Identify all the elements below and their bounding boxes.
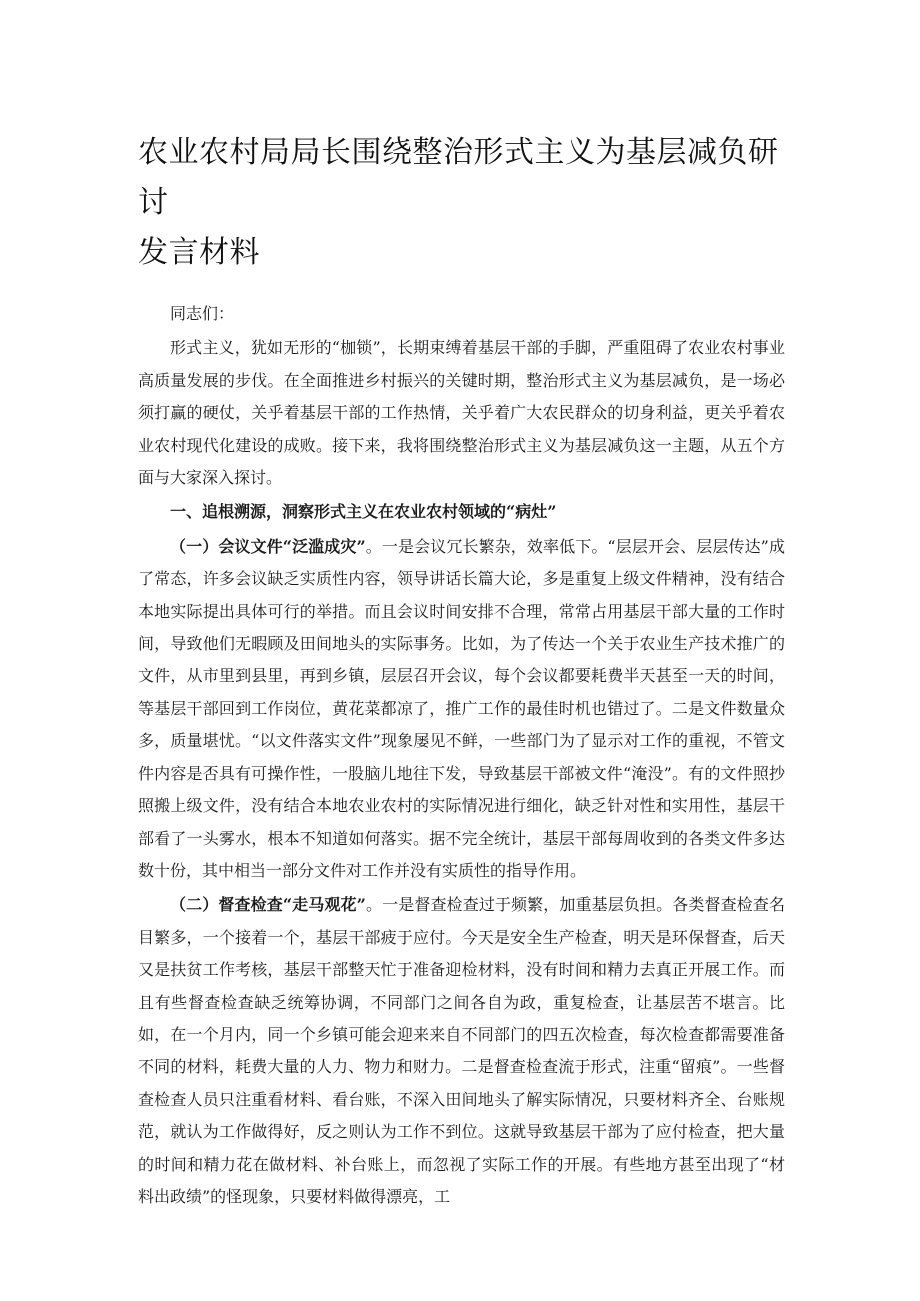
subsection-2-heading: （二）督查检查“走马观花” <box>170 895 366 915</box>
subsection-2-paragraph <box>138 889 785 1213</box>
subsection-1-heading: （一）会议文件“泛滥成灾” <box>170 536 366 556</box>
subsection-1-paragraph <box>138 531 785 887</box>
document-title <box>138 128 785 278</box>
subsection-2-body: 。一是督查检查过于频繁，加重基层负担。各类督查检查名目繁多，一个接着一个，基层干部疲于应付。今天是安全生产检查，明天是环保督查，后天又是扶贫工作考核，基层干部整天忙于准备迎检材料，没有时间和精力去真正开展工作。而且有些督查检查缺乏统筹协调，不同部门之间各自为政，重复检查，让基层苦不堪言。比如，在一个月内，同一个乡镇可能会迎来来自不同部门的四五次检查，每次检查都需要准备不同的材料，耗费大量的人力、物力和财力。二是督查检查流于形式，注重“留痕”。一些督查检查人员只注重看材料、看台账，不深入田间地头了解实际情况，只要材料齐全、台账规范，就认为工作做得好，反之则认为工作不到位。这就导致基层干部为了应付检查，把大量的时间和精力花在做材料、补台账上，而忽视了实际工作的开展。有些地方甚至出现了“材料出政绩”的怪现象，只要材料做得漂亮，工 <box>138 895 785 1206</box>
section-heading-1: 一、追根溯源，洞察形式主义在农业农村领域的“病灶” <box>170 502 557 522</box>
document-body <box>138 298 785 1213</box>
greeting: 同志们： <box>170 304 235 323</box>
title-line-2: 发言材料 <box>138 235 260 270</box>
subsection-1-body: 。一是会议冗长繁杂，效率低下。“层层开会、层层传达”成了常态，许多会议缺乏实质性内容，领导讲话长篇大论，多是重复上级文件精神，没有结合本地实际提出具体可行的举措。而且会议时间安排不合理，常常占用基层干部大量的工作时间，导致他们无暇顾及田间地头的实际事务。比如，为了传达一个关于农业生产技术推广的文件，从市里到县里，再到乡镇，层层召开会议，每个会议都要耗费半天甚至一天的时间，等基层干部回到工作岗位，黄花菜都凉了，推广工作的最佳时机也错过了。二是文件数量众多，质量堪忧。“以文件落实文件”现象屡见不鲜，一些部门为了显示对工作的重视，不管文件内容是否具有可操作性，一股脑儿地往下发，导致基层干部被文件“淹没”。有的文件照抄照搬上级文件，没有结合本地农业农村的实际情况进行细化，缺乏针对性和实用性，基层干部看了一头雾水，根本不知道如何落实。据不完全统计，基层干部每周收到的各类文件多达数十份，其中相当一部分文件对工作并没有实质性的指导作用。 <box>138 536 785 880</box>
title-line-1: 农业农村局局长围绕整治形式主义为基层减负研讨 <box>138 135 779 220</box>
intro-paragraph: 形式主义，犹如无形的“枷锁”，长期束缚着基层干部的手脚，严重阻碍了农业农村事业高质量发展的步伐。在全面推进乡村振兴的关键时期，整治形式主义为基层减负，是一场必须打赢的硬仗，关乎着基层干部的工作热情，关乎着广大农民群众的切身利益，更关乎着农业农村现代化建设的成败。接下来，我将围绕整治形式主义为基层减负这一主题，从五个方面与大家深入探讨。 <box>138 338 785 488</box>
